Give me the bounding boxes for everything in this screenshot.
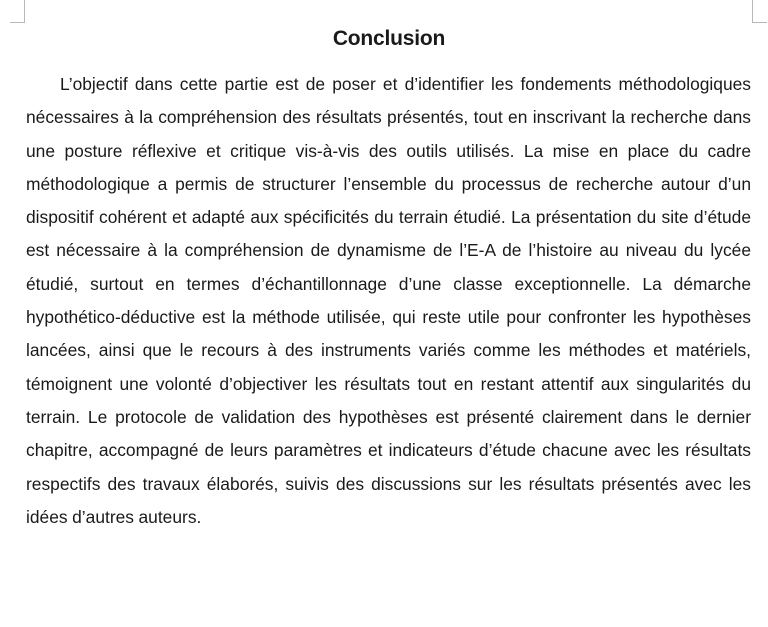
margin-corner-mark-right	[752, 0, 767, 23]
body-paragraph: L’objectif dans cette partie est de poser et d’identifier les fondements méthodologiques nécessaires à la compréhension des résultats présentés, tout en inscrivant la recherche dans une posture réflexive et critique vis-à-vis des outils utilisés. La mise en place du cadre méthodologique a permis de structurer l’ensemble du processus de recherche autour d’un dispositif cohérent et adapté aux spécificités du terrain étudié. La présentation du site d’étude est nécessaire à la compréhension de dynamisme de l’E-A de l’histoire au niveau du lycée étudié, surtout en termes d’échantillonnage d’une classe exceptionnelle. La démarche hypothético-déductive est la méthode utilisée, qui reste utile pour confronter les hypothèses lancées, ainsi que le recours à des instruments variés comme les méthodes et matériels, témoignent une volonté d’objectiver les résultats tout en restant attentif aux singularités du terrain. Le protocole de validation des hypothèses est présenté clairement dans le dernier chapitre, accompagné de leurs paramètres et indicateurs d’étude chacune avec les résultats respectifs des travaux élaborés, suivis des discussions sur les résultats présentés avec les idées d’autres auteurs.	[26, 74, 751, 527]
margin-corner-mark-left	[10, 0, 25, 23]
page-title: Conclusion	[332, 27, 446, 50]
